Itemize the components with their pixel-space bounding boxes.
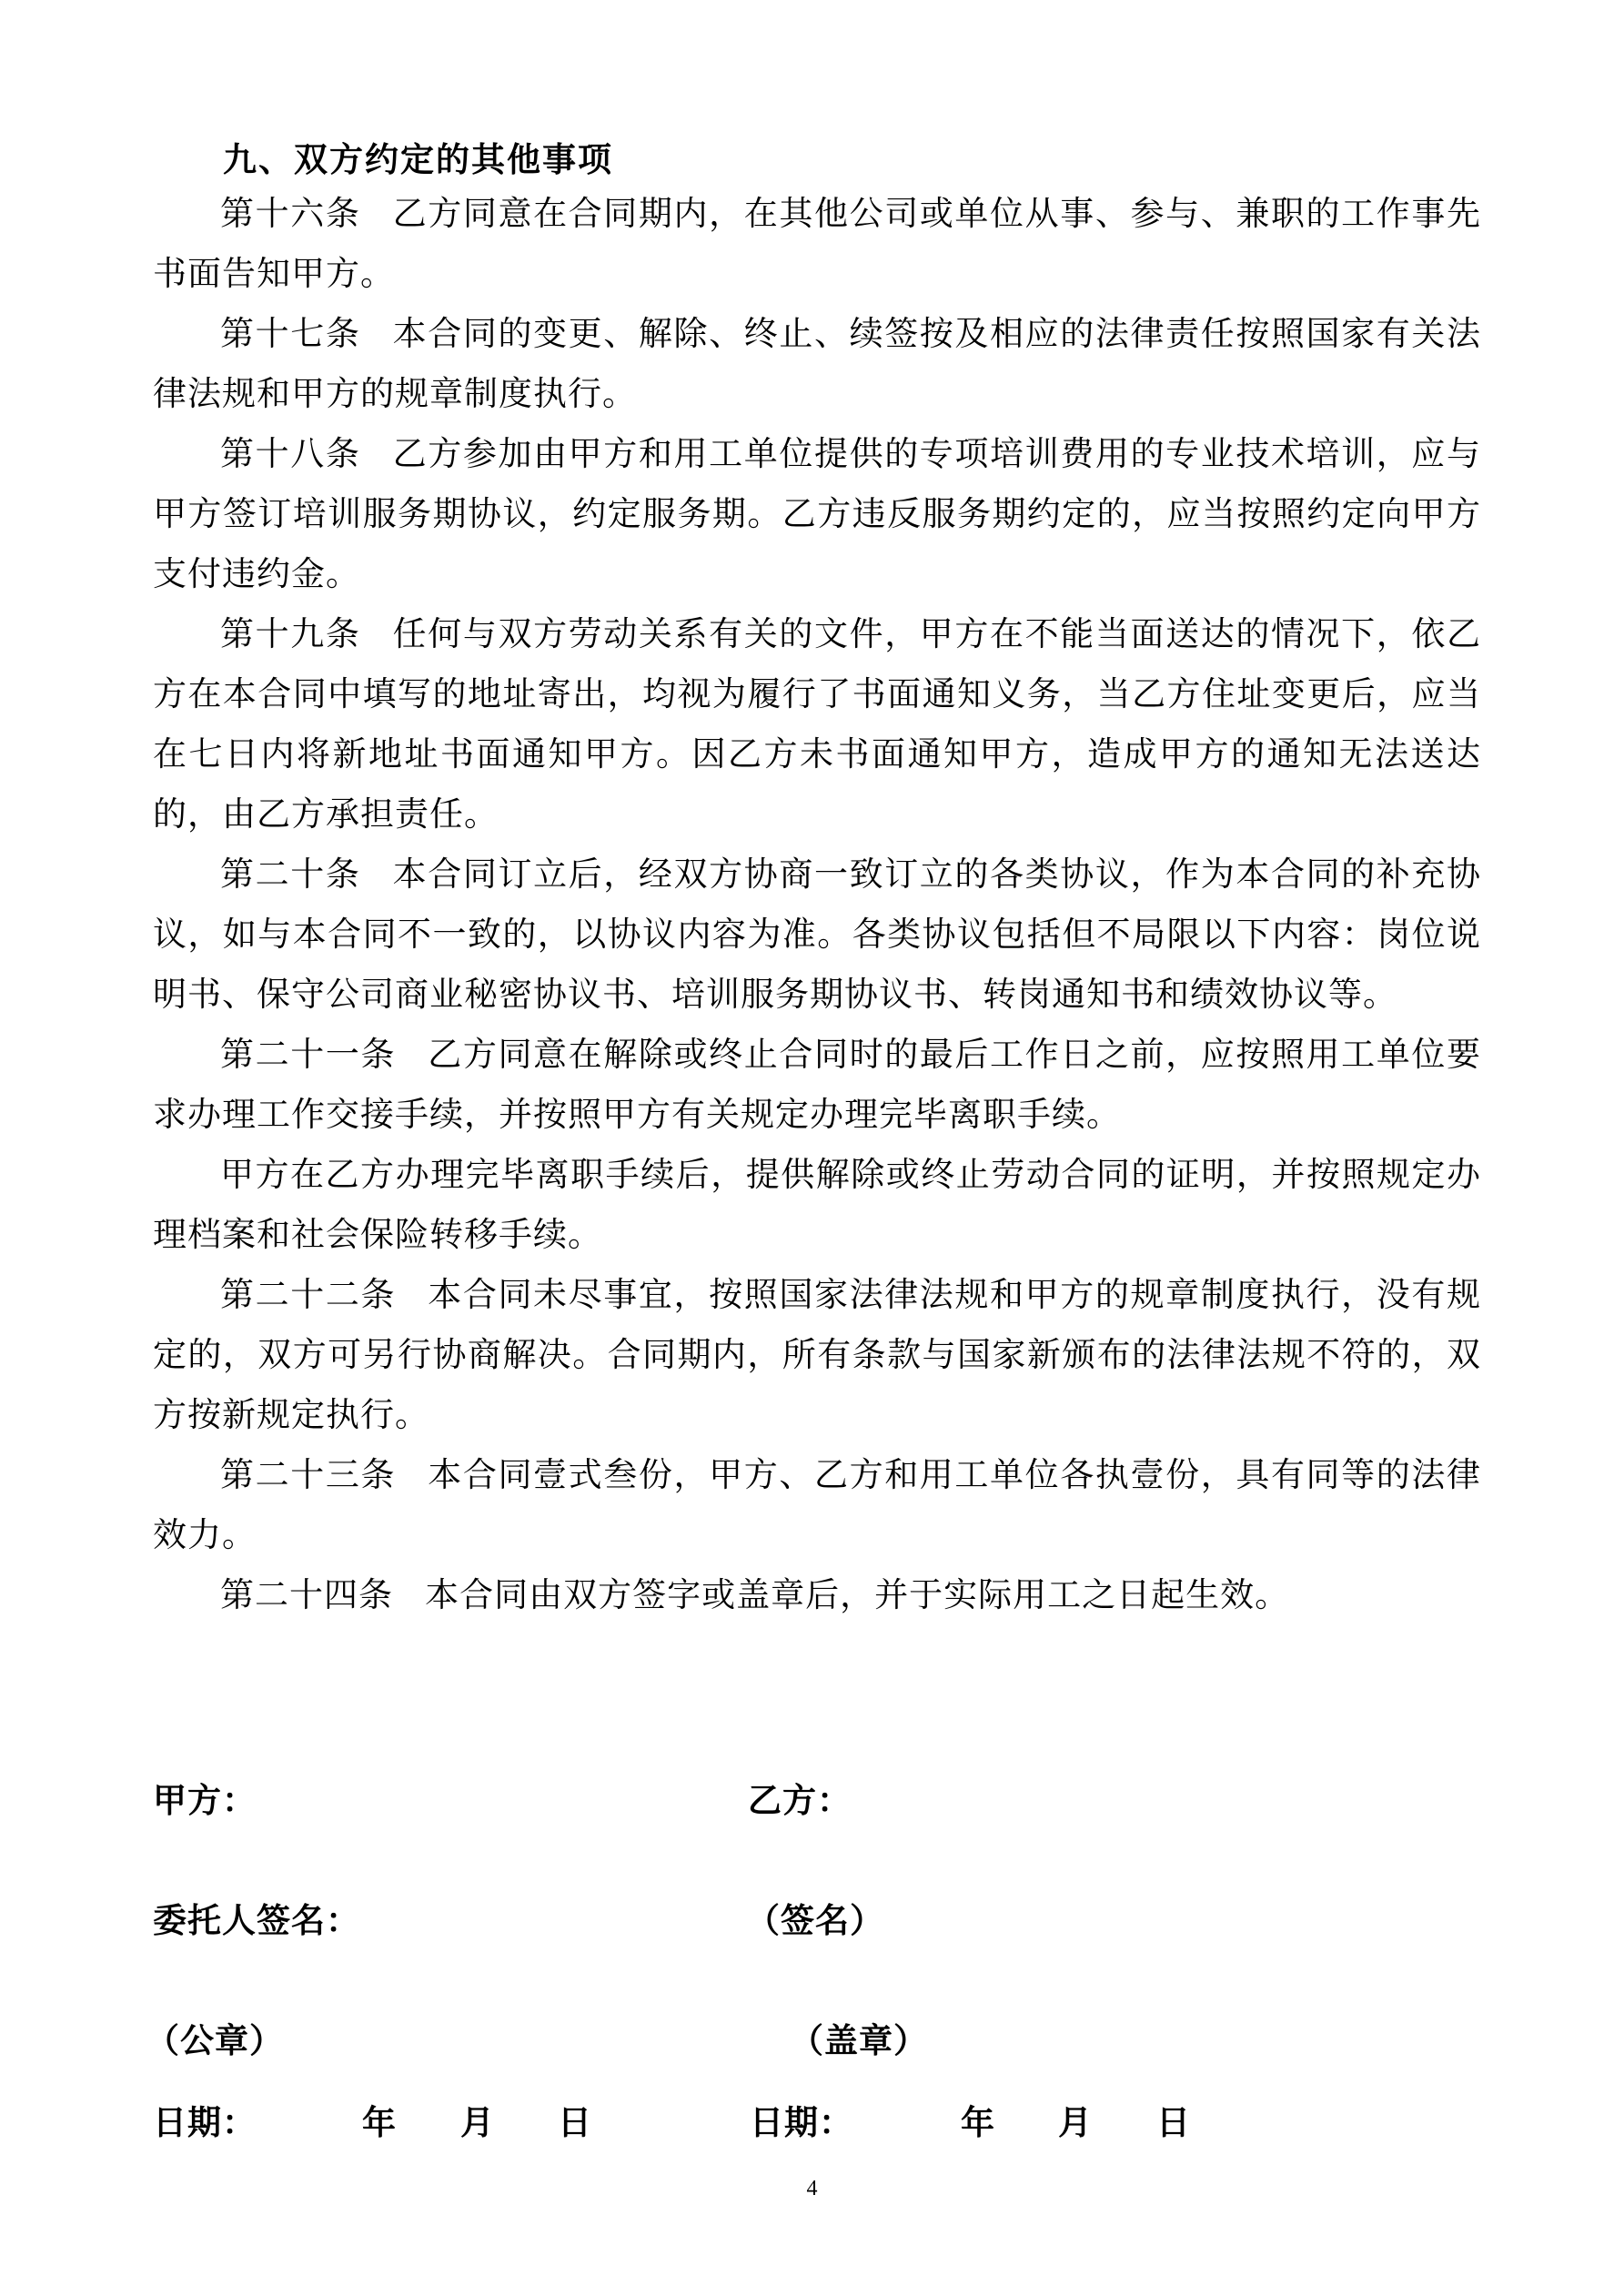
date-label-party-b: 日期： — [750, 2102, 853, 2142]
article-number: 第十七条 — [220, 314, 361, 353]
date-label-party-a: 日期： — [153, 2102, 257, 2142]
article-16 — [153, 184, 1481, 304]
article-text: 本合同订立后，经双方协商一致订立的各类协议，作为本合同的补充协议，如与本合同不一致的，以协议内容为准。各类协议包括但不局限以下内容：岗位说明书、保守公司商业秘密协议书、培训服务期协议书、转岗通知书和绩效协议等。 — [153, 855, 1482, 1014]
article-text: 本合同壹式叁份，甲方、乙方和用工单位各执壹份，具有同等的法律效力。 — [153, 1455, 1482, 1554]
contract-body — [153, 184, 1481, 1625]
article-text: 本合同由双方签字或盖章后，并于实际用工之日起生效。 — [425, 1575, 1290, 1614]
article-19 — [153, 604, 1481, 845]
year-label-party-a: 年 — [362, 2102, 396, 2142]
article-number: 第二十四条 — [220, 1575, 393, 1614]
article-text: 乙方同意在解除或终止合同时的最后工作日之前，应按照用工单位要求办理工作交接手续，并按照甲方有关规定办理完毕离职手续。 — [153, 1035, 1482, 1134]
page-number: 4 — [806, 2177, 818, 2200]
article-number: 第二十一条 — [220, 1035, 397, 1074]
official-seal-label: （公章） — [146, 2020, 284, 2060]
article-text: 本合同的变更、解除、终止、续签按及相应的法律责任按照国家有关法律法规和甲方的规章制度执行。 — [153, 314, 1482, 413]
article-number: 第十八条 — [220, 434, 361, 473]
article-text: 本合同未尽事宜，按照国家法律法规和甲方的规章制度执行，没有规定的，双方可另行协商解决。合同期内，所有条款与国家新颁布的法律法规不符的，双方按新规定执行。 — [153, 1275, 1482, 1434]
article-text: 乙方参加由甲方和用工单位提供的专项培训费用的专业技术培训，应与甲方签订培训服务期协议，约定服务期。乙方违反服务期约定的，应当按照约定向甲方支付违约金。 — [153, 434, 1482, 593]
seal-label: （盖章） — [790, 2020, 928, 2060]
day-label-party-b: 日 — [1156, 2102, 1190, 2142]
article-number: 第十六条 — [220, 194, 361, 233]
article-24 — [153, 1565, 1481, 1625]
month-label-party-a: 月 — [460, 2102, 494, 2142]
day-label-party-a: 日 — [558, 2102, 591, 2142]
article-20 — [153, 845, 1481, 1025]
article-22 — [153, 1265, 1481, 1445]
sign-label: （签名） — [746, 1900, 884, 1940]
article-number: 第二十条 — [220, 855, 361, 894]
agent-sign-label: 委托人签名： — [153, 1900, 360, 1940]
section-title: 九、双方约定的其他事项 — [223, 139, 613, 179]
article-text: 乙方同意在合同期内，在其他公司或单位从事、参与、兼职的工作事先书面告知甲方。 — [153, 194, 1482, 293]
article-17 — [153, 304, 1481, 424]
article-21 — [153, 1025, 1481, 1145]
party-a-label: 甲方： — [153, 1780, 257, 1820]
article-text: 任何与双方劳动关系有关的文件，甲方在不能当面送达的情况下，依乙方在本合同中填写的地址寄出，均视为履行了书面通知义务，当乙方住址变更后，应当在七日内将新地址书面通知甲方。因乙方未书面通知甲方，造成甲方的通知无法送达的，由乙方承担责任。 — [153, 614, 1482, 834]
article-23 — [153, 1445, 1481, 1565]
article-number: 第二十三条 — [220, 1455, 397, 1494]
article-number: 第十九条 — [220, 614, 361, 653]
article-21-continued — [153, 1145, 1481, 1265]
article-18 — [153, 424, 1481, 604]
party-b-label: 乙方： — [748, 1780, 852, 1820]
article-text: 甲方在乙方办理完毕离职手续后，提供解除或终止劳动合同的证明，并按照规定办理档案和社会保险转移手续。 — [153, 1155, 1481, 1254]
year-label-party-b: 年 — [961, 2102, 994, 2142]
month-label-party-b: 月 — [1058, 2102, 1092, 2142]
article-number: 第二十二条 — [220, 1275, 397, 1314]
